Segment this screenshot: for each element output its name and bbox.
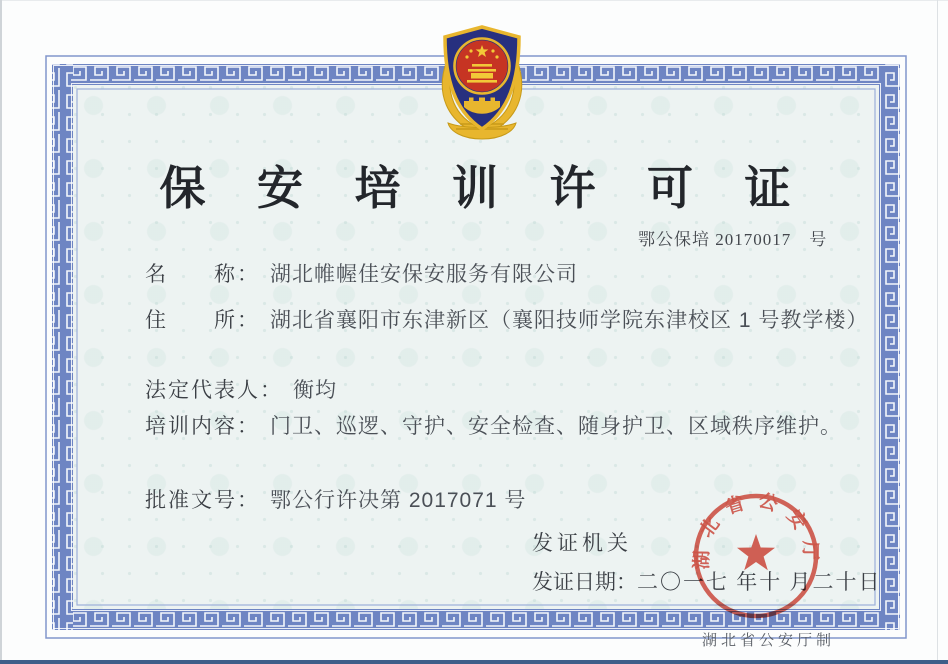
certificate-title: 保 安 培 训 许 可 证 [159, 163, 811, 214]
field-row-address [145, 304, 868, 334]
field-row-approval-number [145, 484, 526, 514]
address-label: 住 所： [145, 308, 260, 332]
field-row-legal-representative [145, 374, 337, 404]
field-row-name [145, 258, 578, 288]
maker-text: 湖北省公安厅制 [702, 633, 836, 649]
approval-number-value: 鄂公行许决第 2017071 号 [270, 489, 527, 512]
address-value: 湖北省襄阳市东津新区（襄阳技师学院东津校区 1 号教学楼） [270, 309, 869, 332]
issue-date-value: 二〇一七 年十 月二十日 [637, 570, 882, 594]
field-row-training-content [145, 410, 842, 440]
legal-representative-value: 衡均 [293, 379, 337, 402]
name-label: 名 称： [145, 262, 260, 286]
training-content-label: 培训内容： [145, 414, 260, 438]
certificate-number: 鄂公保培 20170017 号 [638, 230, 828, 249]
training-content-value: 门卫、巡逻、守护、安全检查、随身护卫、区域秩序维护。 [270, 415, 842, 438]
legal-representative-label: 法定代表人： [145, 378, 283, 402]
approval-number-label: 批准文号： [145, 488, 260, 512]
issuing-authority-label: 发证机关 [532, 531, 632, 555]
issue-date-label: 发证日期： [532, 570, 637, 594]
name-value: 湖北帷幄佳安保安服务有限公司 [270, 263, 578, 286]
official-red-seal-icon [690, 490, 822, 622]
police-badge-icon [430, 25, 534, 141]
seal-text: 湖北省公安厅 [691, 490, 821, 572]
